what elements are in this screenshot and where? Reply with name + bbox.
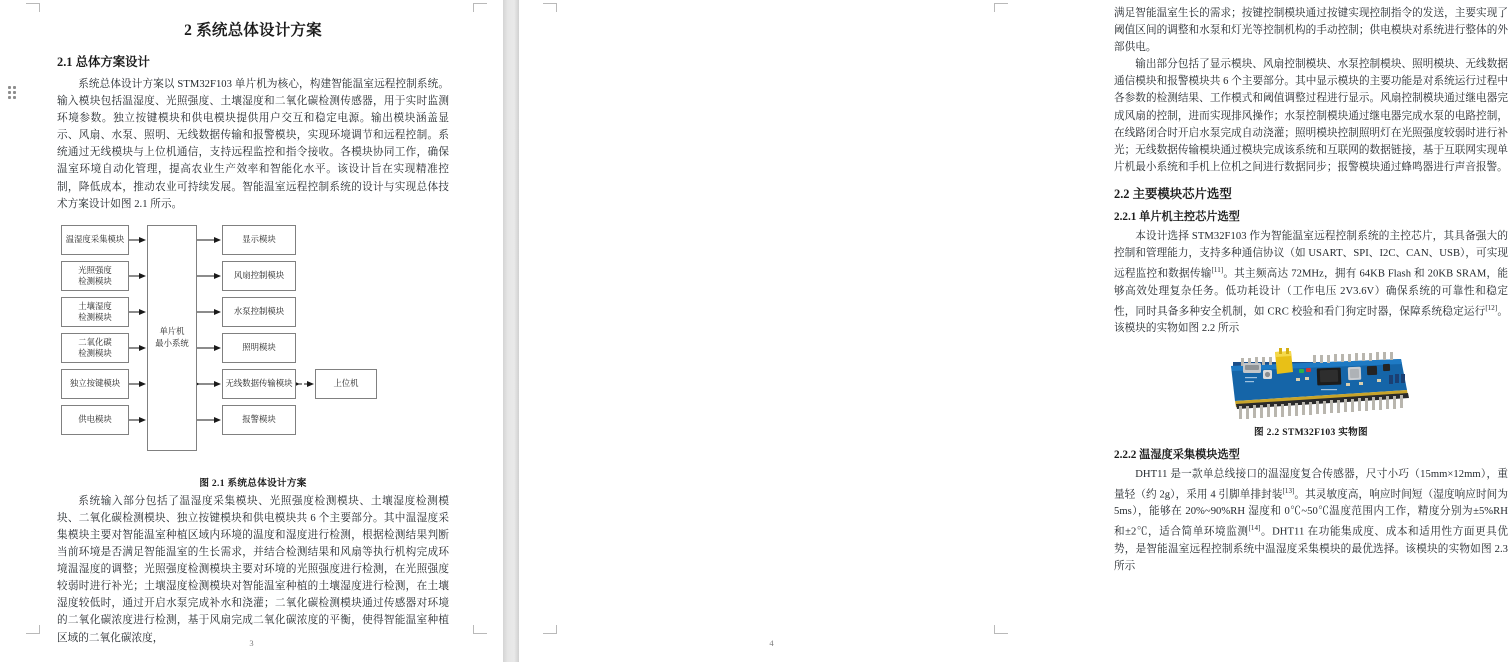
paragraph-mcu-a: 本设计选择 STM32F103 作为智能温室远程控制系统的主控芯片，其具备强大的控制和管理能力，支持多种通信协议（如 USART、SPI、I2C、CAN、USB），可实现远程监控和数据传输 [1114, 230, 1508, 280]
block-label: 显示模块 [242, 235, 276, 245]
right-page-content [1114, 5, 1508, 575]
input-block-2 [61, 261, 129, 291]
input-block-3 [61, 297, 129, 327]
block-label: 单片机 最小系统 [155, 326, 189, 348]
paragraph-mcu [1114, 228, 1508, 338]
heading-2-2: 2.2 主要模块芯片选型 [1114, 186, 1232, 201]
input-block-4 [61, 333, 129, 363]
paragraph-dht11 [1114, 466, 1508, 576]
figure-2-2 [1114, 346, 1508, 420]
block-label: 光照强度 检测模块 [78, 265, 112, 286]
stm32f103-board-image [1201, 346, 1421, 420]
block-label: 照明模块 [242, 343, 276, 353]
page-left [0, 0, 503, 662]
crop-mark-top-right-2 [994, 3, 1008, 12]
block-label: 二氧化碳 检测模块 [78, 337, 112, 358]
block-label: 水泵控制模块 [233, 307, 285, 317]
crop-mark-bottom-left [26, 625, 40, 634]
block-label: 无线数据传输模块 [225, 379, 293, 389]
heading-2-2-2: 2.2.2 温湿度采集模块选型 [1114, 448, 1240, 461]
input-block-6 [61, 405, 129, 435]
figure-2-2-caption: 图 2.2 STM32F103 实物图 [1254, 426, 1368, 438]
heading-2-1: 2.1 总体方案设计 [57, 55, 150, 69]
paragraph-intro: 系统总体设计方案以 STM32F103 单片机为核心，构建智能温室远程控制系统。输入模块包括温湿度、光照强度、土壤湿度和二氧化碳检测传感器，用于实时监测环境参数。独立按键模块和供电模块提供用户交互和稳定电源。输出模块涵盖显示、风扇、水泵、照明、无线数据传输和报警模块，实现环境调节和远程控制。系统通过无线模块与上位机通信，支持远程监控和指令接收。各模块协同工作，确保温室环境自动化管理，提高农业生产效率和智能化水平。该设计旨在实现精准控制，降低成本，推动农业可持续发展。智能温室远程控制系统的设计与实现总体技术方案设计如图 2.1 所示。 [57, 79, 449, 210]
input-block-1 [61, 225, 129, 255]
paragraph-inputs: 系统输入部分包括了温湿度采集模块、光照强度检测模块、土壤湿度检测模块、二氧化碳检测模块、独立按键模块和供电模块共 6 个主要部分。其中温湿度采集模块主要对智能温室种植区域内环境的温度和湿度进行检测，根据检测结果判断当前环境是否满足智能温室的生长需求，并结合检测结果和风扇等执行机构完成环境温湿度的调整；光照强度检测模块主要对环境的光照强度进行检测，在光照强度较弱时进行补光；土壤湿度检测模块对智能温室种植的土壤湿度进行检测，在土壤湿度较低时，通过开启水泵完成补水和浇灌；二氧化碳检测模块通过传感器对环境的二氧化碳浓度进行检测，基于风扇完成二氧化碳浓度的平衡，使得智能温室种植区域的二氧化碳浓度， [57, 495, 449, 644]
block-label: 风扇控制模块 [233, 271, 285, 281]
figure-2-1-caption: 图 2.1 系统总体设计方案 [199, 477, 307, 489]
figure-2-1-diagram [57, 223, 449, 471]
crop-mark-top-left [26, 3, 40, 12]
block-label: 温湿度采集模块 [65, 235, 125, 245]
page-right [519, 0, 1508, 662]
block-label: 独立按键模块 [69, 379, 121, 389]
drag-handle-grip-icon[interactable] [8, 86, 17, 99]
output-block-4 [222, 333, 296, 363]
page-number-left: 3 [249, 638, 254, 648]
paragraph-mcu-b: 。其主频高达 72MHz，拥有 64KB Flash 和 20KB SRAM，能够高效处理复杂任务。低功耗设计（工作电压 2V3.6V）确保系统的可靠性和稳定性，同时具备多种安全机制，如 CRC 校验和看门狗定时器，保障系统稳定运行 [1114, 268, 1508, 318]
paragraph-outputs: 输出部分包括了显示模块、风扇控制模块、水泵控制模块、照明模块、无线数据通信模块和报警模块共 6 个主要部分。其中显示模块的主要功能是对系统运行过程中各参数的检测结果、工作模式和阈值调整过程进行显示。风扇控制模块通过继电器完成风扇的控制，进而实现排风操作；水泵控制模块通过继电器完成水泵的电路控制，在线路闭合时开启水泵完成自动浇灌；照明模块控制照明灯在光照强度较弱时进行补光；无线数据传输模块通过模块完成该系统和互联网的数据链接，基于互联网实现单片机最小系统和手机上位机之间进行数据同步；报警模块通过蜂鸣器进行声音报警。 [1114, 59, 1508, 173]
output-block-5 [222, 369, 296, 399]
output-block-1 [222, 225, 296, 255]
crop-mark-bottom-right-2 [994, 625, 1008, 634]
ref-14: [14] [1248, 524, 1261, 533]
paragraph-dht-c: 。DHT11 在功能集成度、成本和适用性方面更具优势，是智能温室远程控制系统中温湿度采集模块的最优选择。该模块的实物如图 2.3 所示 [1114, 526, 1508, 573]
paragraph-dht-a: DHT11 是一款单总线接口的温湿度复合传感器，尺寸小巧（15mm×12mm），重量轻（约 2g），采用 4 引脚单排封装 [1114, 468, 1508, 501]
chapter-heading: 2 系统总体设计方案 [184, 22, 322, 39]
paragraph-mcu-c: 。该模块的实物如图 2.2 所示 [1114, 306, 1508, 335]
output-block-3 [222, 297, 296, 327]
crop-mark-top-right [473, 3, 487, 12]
crop-mark-bottom-right [473, 625, 487, 634]
block-label: 报警模块 [242, 415, 276, 425]
ref-12: [12] [1485, 303, 1498, 312]
crop-mark-bottom-left-2 [543, 625, 557, 634]
output-block-6 [222, 405, 296, 435]
page-gutter [503, 0, 519, 662]
figure-2-1 [57, 223, 449, 489]
ref-13: [13] [1282, 486, 1295, 495]
output-block-2 [222, 261, 296, 291]
external-host-block [315, 369, 377, 399]
mcu-core-block [147, 225, 197, 451]
block-label: 土壤湿度 检测模块 [78, 301, 112, 322]
left-page-content [57, 18, 449, 647]
page-number-right: 4 [769, 638, 774, 648]
input-block-5 [61, 369, 129, 399]
block-label: 上位机 [333, 379, 359, 389]
block-label: 供电模块 [78, 415, 112, 425]
paragraph-continued: 满足智能温室生长的需求；按键控制模块通过按键实现控制指令的发送，主要实现了阈值区间的调整和水泵和灯光等控制机构的手动控制；供电模块对系统进行整体的外部供电。 [1114, 8, 1508, 54]
heading-2-2-1: 2.2.1 单片机主控芯片选型 [1114, 210, 1240, 223]
crop-mark-top-left-2 [543, 3, 557, 12]
paragraph-dht-b: 。其灵敏度高，响应时间短（湿度响应时间为 5ms），能够在 20%~90%RH 湿度和 0℃~50℃温度范围内工作，精度分别为±5%RH 和±2℃，适合简单环境监测 [1114, 489, 1508, 538]
ref-11: [11] [1211, 266, 1224, 275]
